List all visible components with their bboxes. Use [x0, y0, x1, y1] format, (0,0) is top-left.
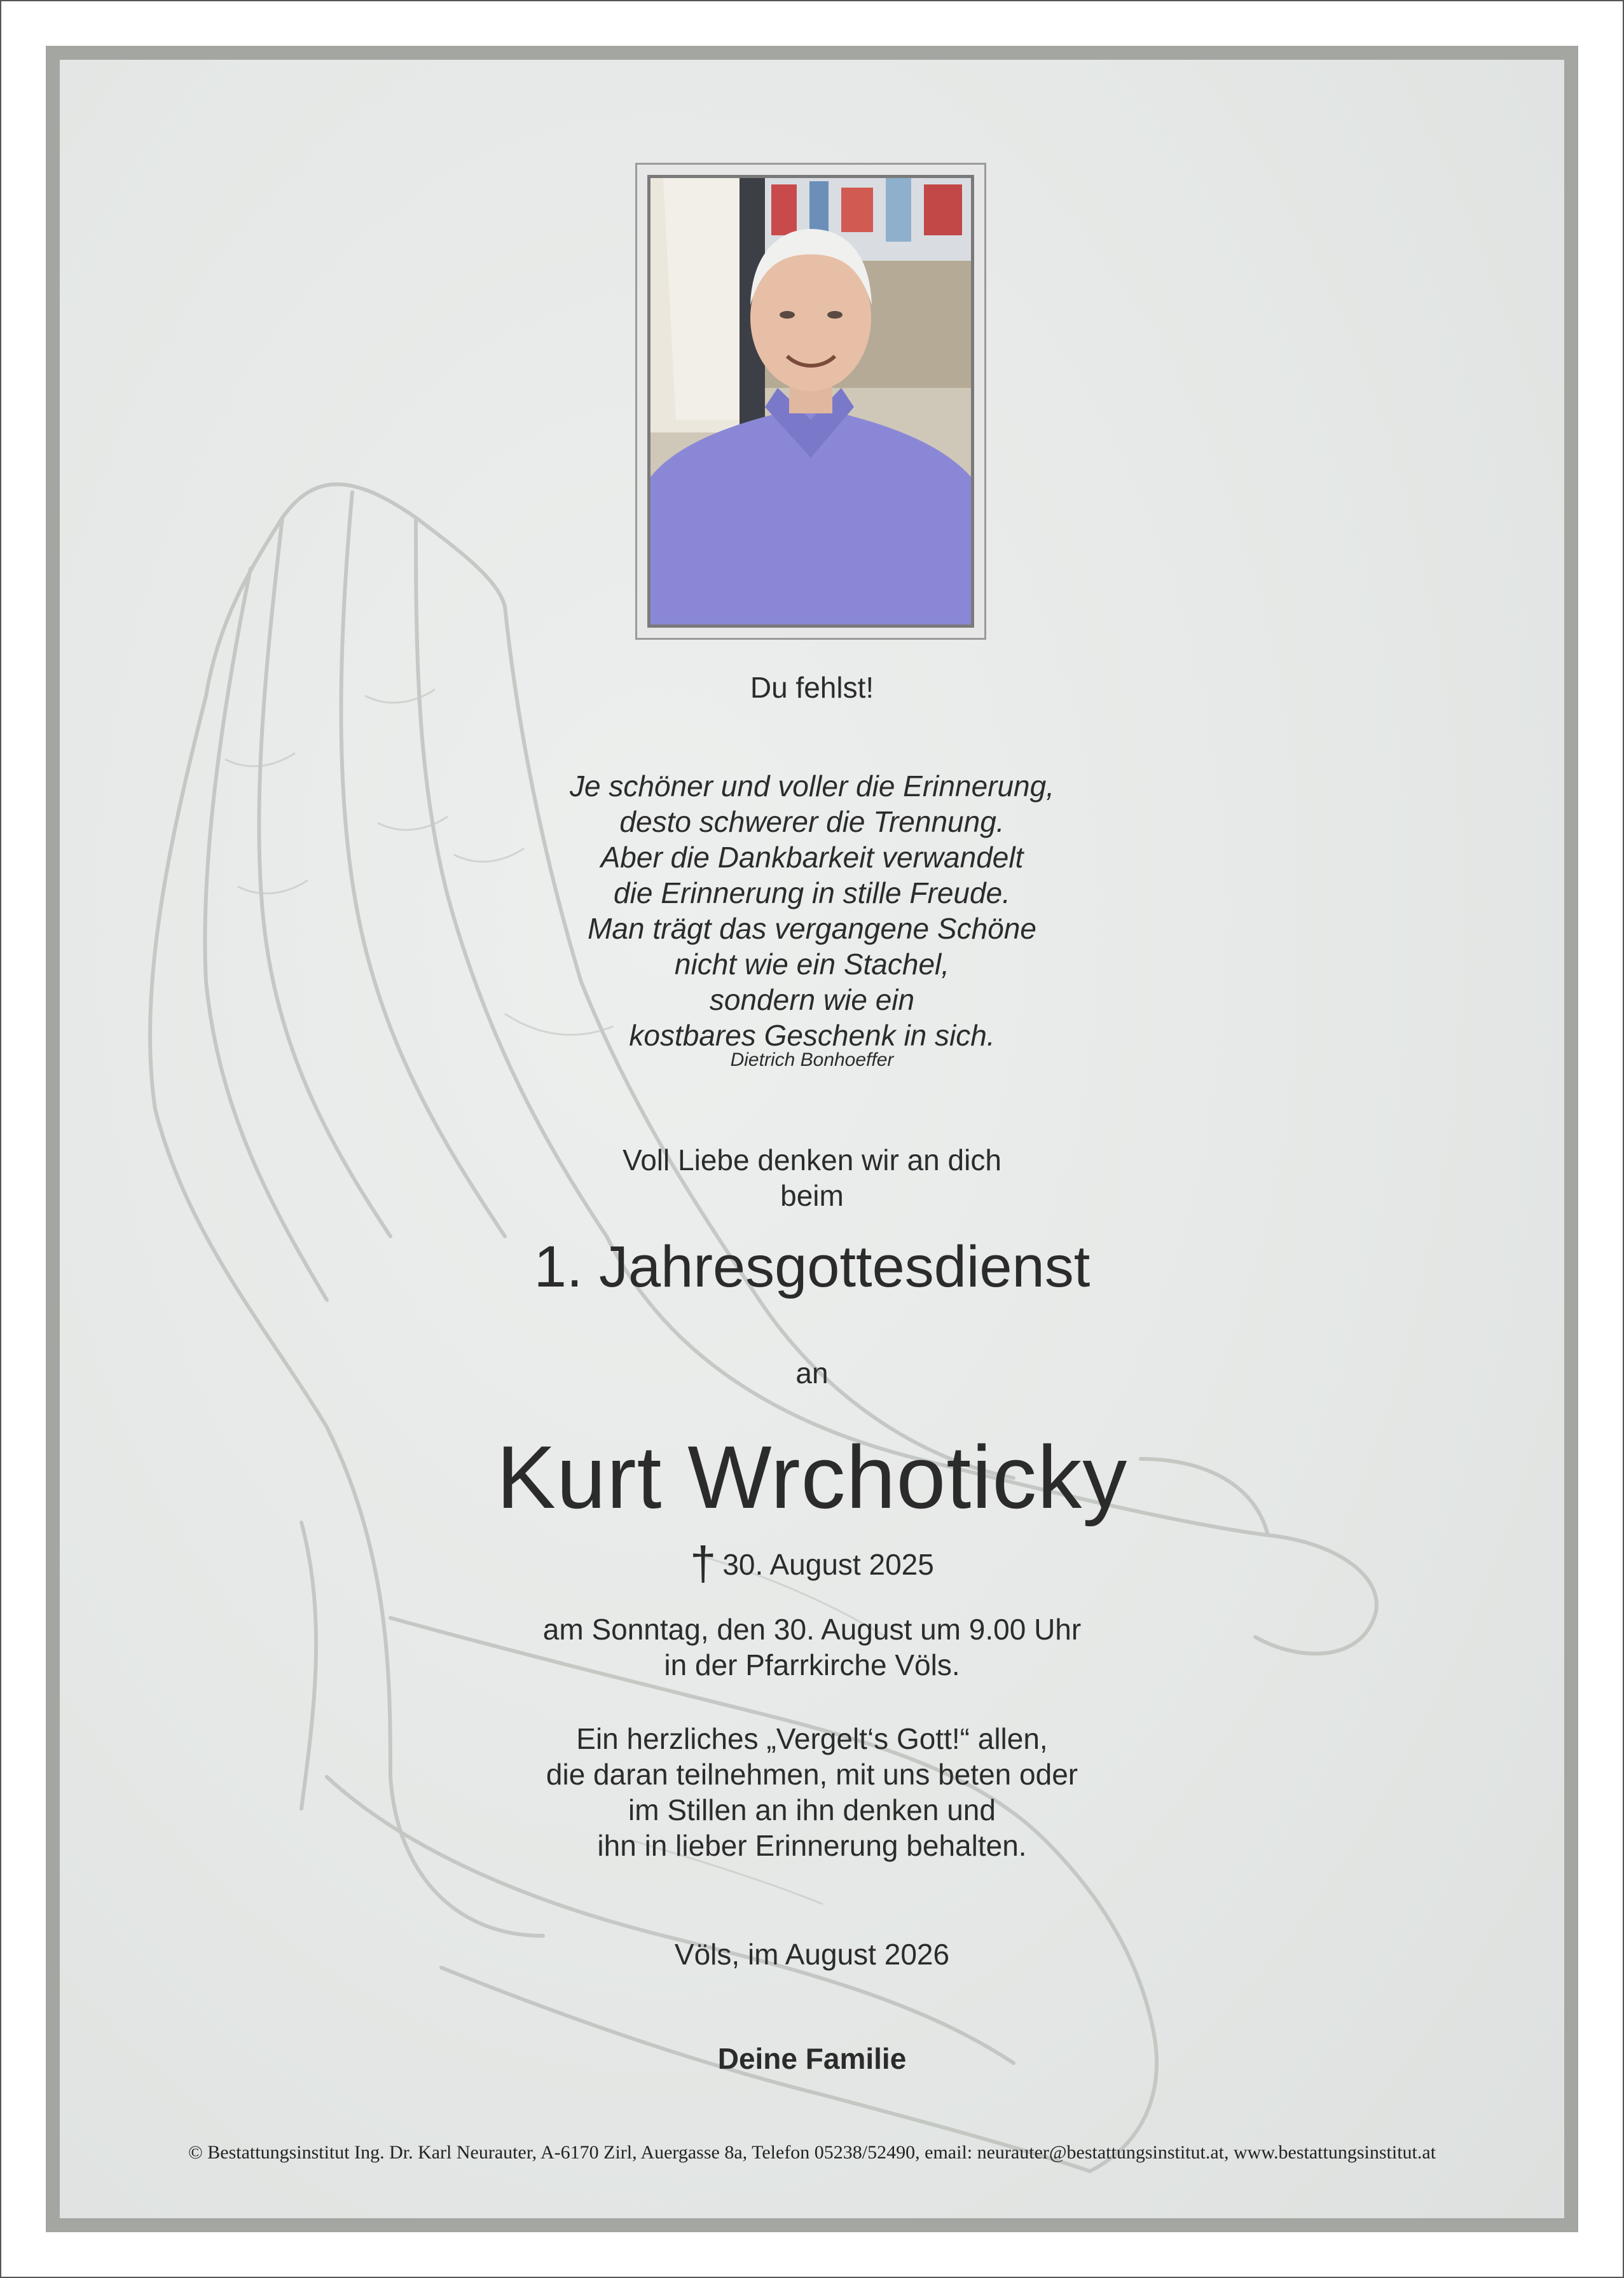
intro-line: Voll Liebe denken wir an dich — [623, 1143, 1001, 1177]
poem-line: sondern wie ein — [709, 983, 915, 1016]
card-content — [60, 60, 1564, 2218]
death-date: 30. August 2025 — [722, 1548, 934, 1581]
portrait-photo-frame — [635, 163, 986, 640]
portrait-photo — [647, 175, 974, 628]
poem-line: desto schwerer die Trennung. — [619, 805, 1005, 838]
service-details-line: in der Pfarrkirche Völs. — [664, 1648, 960, 1681]
service-details-line: am Sonntag, den 30. August um 9.00 Uhr — [542, 1613, 1082, 1646]
subtitle: Du fehlst! — [750, 671, 874, 704]
service-title: 1. Jahresgottesdienst — [533, 1234, 1091, 1299]
poem-line: Man trägt das vergangene Schöne — [588, 912, 1036, 945]
intro-text — [60, 1142, 1564, 1213]
place-date: Völs, im August 2026 — [674, 1938, 950, 1971]
card-frame — [46, 46, 1578, 2232]
death-date-line — [60, 1536, 1564, 1591]
deceased-name: Kurt Wrchoticky — [496, 1427, 1128, 1527]
cross-icon: † — [690, 1537, 717, 1590]
thanks-text — [60, 1721, 1564, 1863]
poem-author: Dietrich Bonhoeffer — [730, 1049, 894, 1070]
thanks-line: die daran teilnehmen, mit uns beten oder — [546, 1758, 1078, 1791]
footer-imprint: © Bestattungsinstitut Ing. Dr. Karl Neurauter, A-6170 Zirl, Auergasse 8a, Telefon 05238/52490, email: neurauter@bestattungsinstitut.at, www.bestattungsinstitut.at — [188, 2142, 1436, 2163]
poem-line: nicht wie ein Stachel, — [674, 948, 950, 981]
connector-text: an — [795, 1356, 829, 1390]
thanks-line: Ein herzliches „Vergelt‘s Gott!“ allen, — [576, 1722, 1048, 1755]
intro-line: beim — [780, 1179, 844, 1212]
poem-line: die Erinnerung in stille Freude. — [614, 876, 1010, 909]
poem-line: Aber die Dankbarkeit verwandelt — [600, 841, 1024, 874]
poem-line: kostbares Geschenk in sich. — [629, 1019, 995, 1052]
service-details — [60, 1612, 1564, 1683]
poem — [60, 768, 1564, 1053]
thanks-line: ihn in lieber Erinnerung behalten. — [597, 1829, 1027, 1862]
poem-line: Je schöner und voller die Erinnerung, — [569, 770, 1054, 803]
thanks-line: im Stillen an ihn denken und — [628, 1793, 996, 1826]
signature: Deine Familie — [717, 2042, 907, 2075]
